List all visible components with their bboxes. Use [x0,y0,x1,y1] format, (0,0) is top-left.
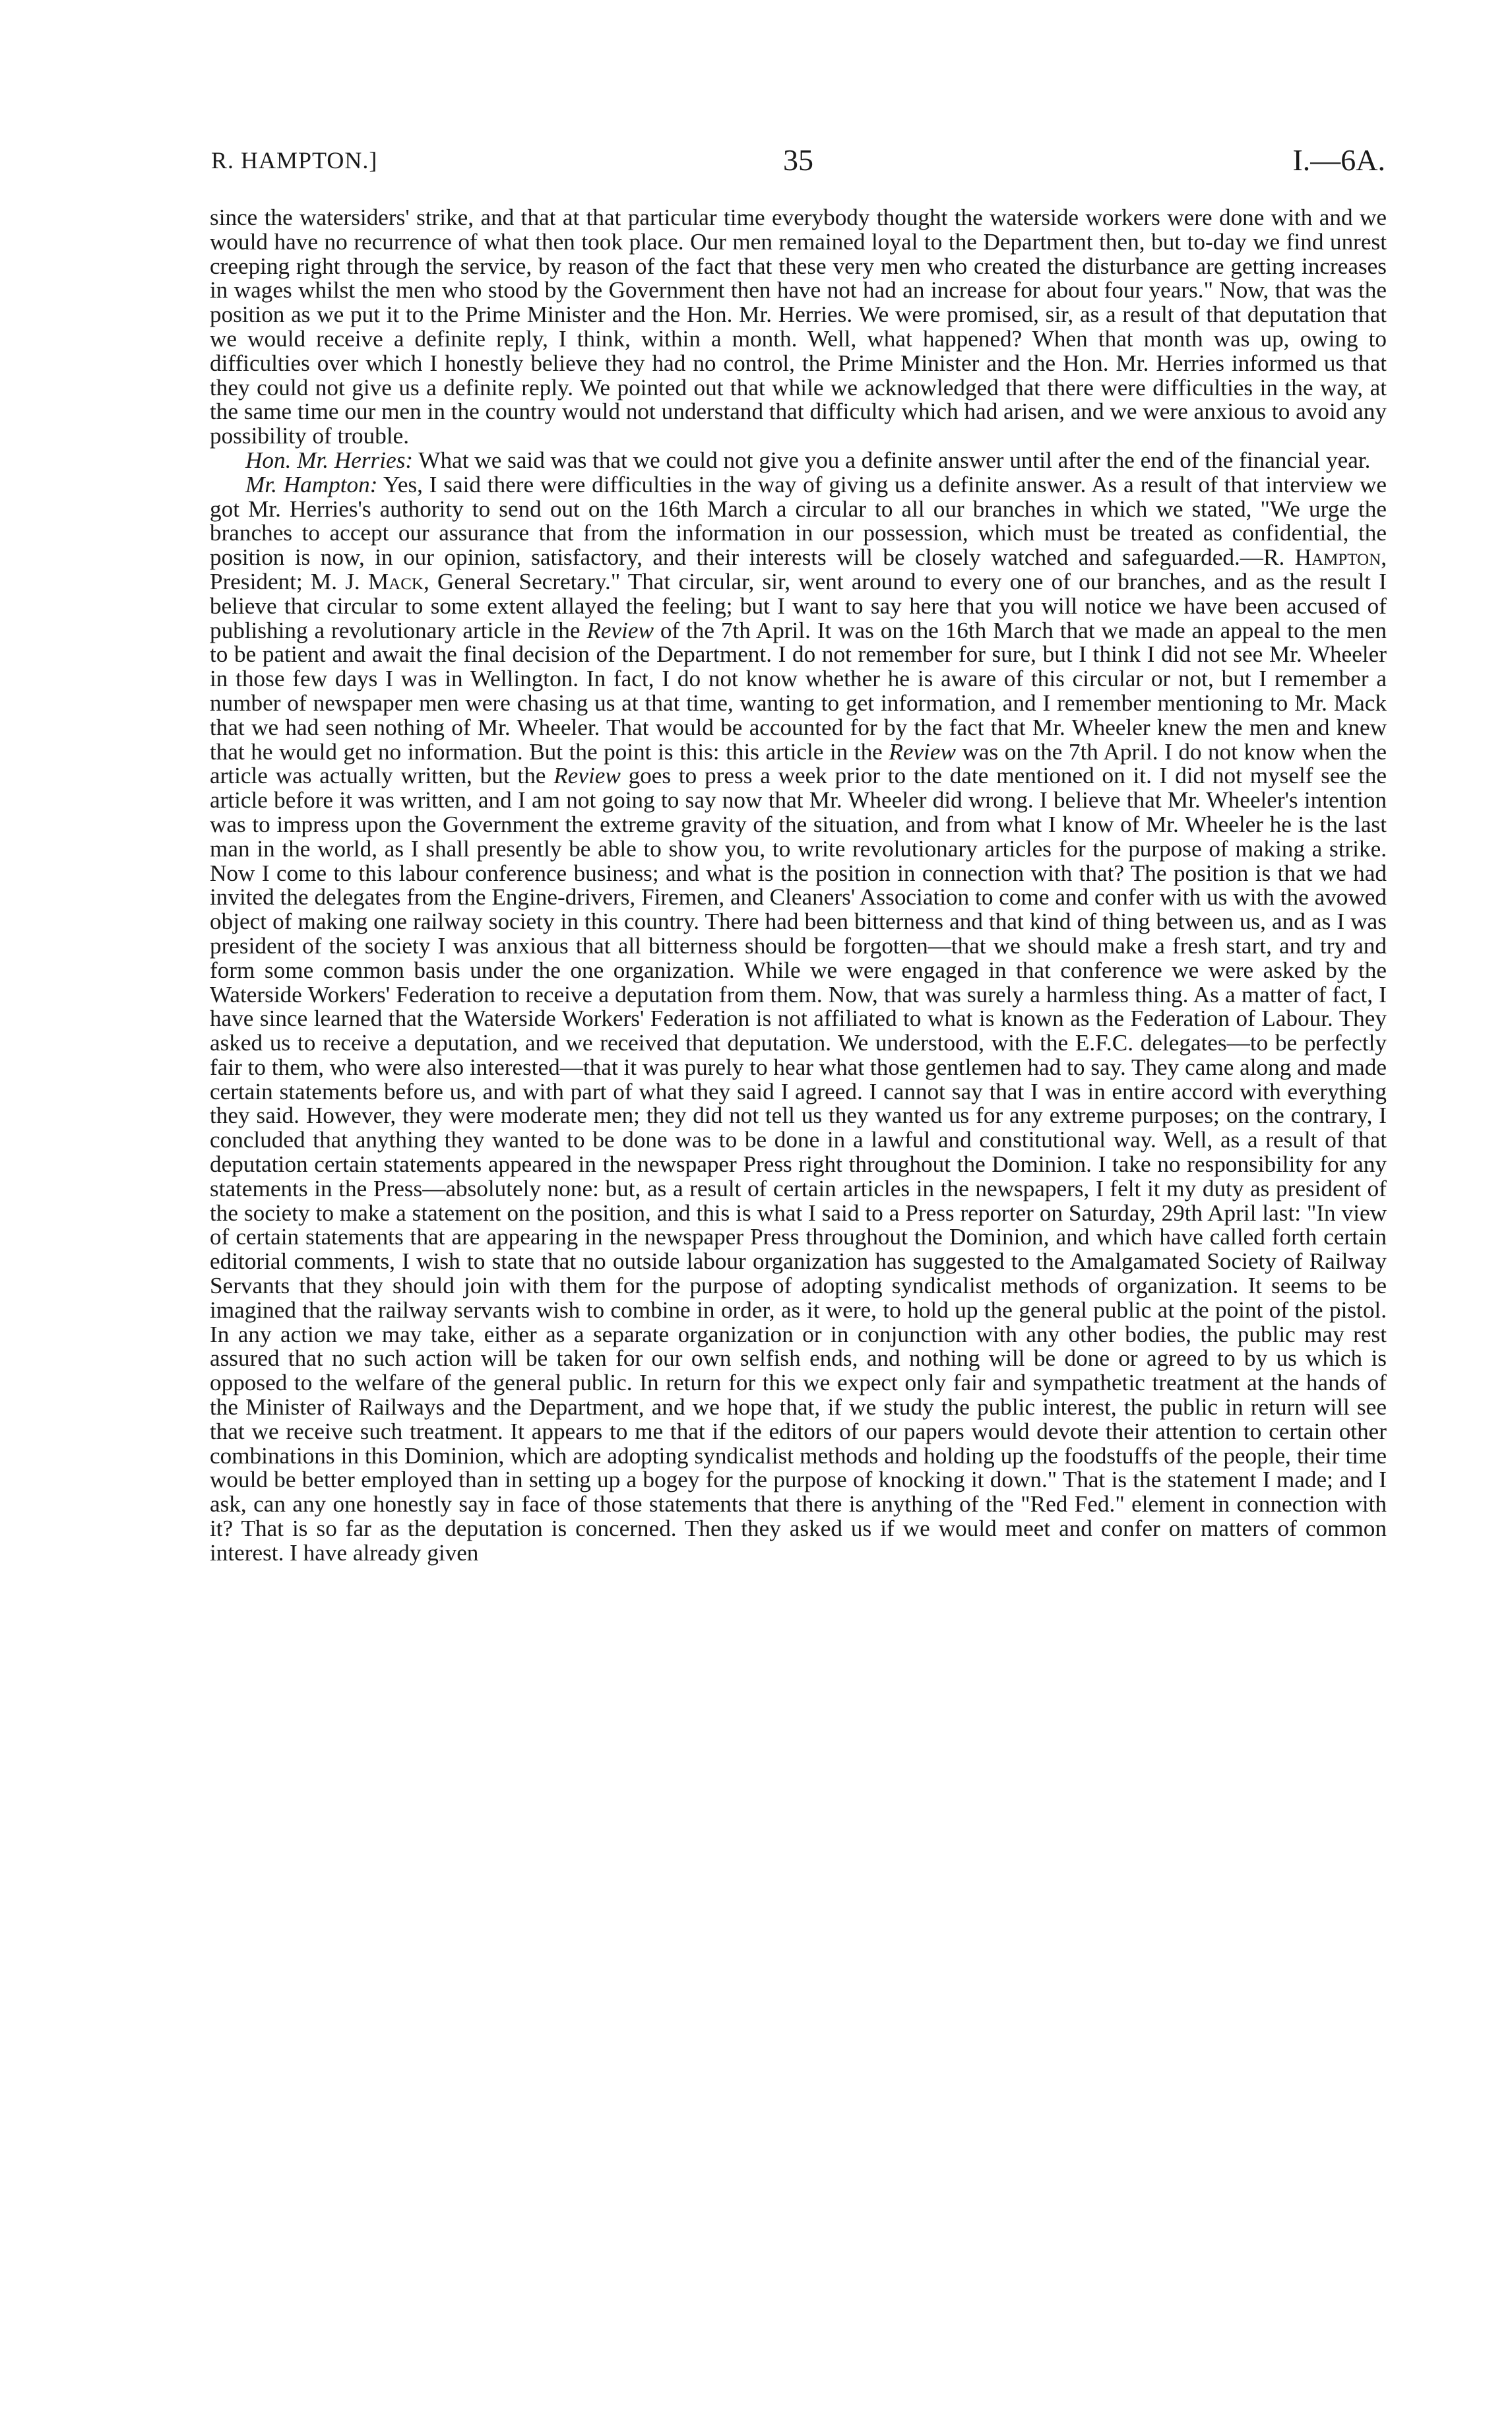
speaker-label: Mr. Hampton: [245,471,378,497]
body-text [210,206,1387,1566]
publication-title: Review [586,617,654,643]
paragraph-text: since the watersiders' strike, and that at that particular time everybody thought the waterside workers were done with and we would have no recurrence of what then took place. Our men remained loyal to the Department then, but to-day we find unrest creeping right through the service, by reason of the fact that these very men who created the disturbance are getting increases in wages whilst the men who stood by the Government then have not had an increase for about four years." Now, that was the position as we put it to the Prime Minister and the Hon. Mr. Herries. We were promised, sir, as a result of that deputation that we would receive a definite reply, I think, within a month. Well, what happened? When that month was up, owing to difficulties over which I honestly believe they had no control, the Prime Minister and the Hon. Mr. Herries informed us that they could not give us a definite reply. We pointed out that while we acknowledged that there were difficulties in the way, at the same time our men in the country would not understand that difficulty which had arisen, and we were anxious to avoid any possibility of trouble. [210,205,1387,449]
publication-title: Review [889,738,956,765]
paragraph-text: was on the 7th April. I do not know when the article was actually written, but the [210,738,1387,789]
paragraph-hampton [210,473,1387,1566]
paragraph-herries [210,449,1387,473]
paragraph-text: What we said was that we could not give you a definite answer until after the end of the financial year. [418,447,1371,473]
paragraph-text: of the 7th April. It was on the 16th March that we made an appeal to the men to be patient and await the final decision of the Department. I do not remember for sure, but I think I did not see Mr. Wheeler in those few days I was in Wellington. In fact, I do not know whether he is aware of this circular or not, but I remember a number of newspaper men were chasing us at that time, wanting to get information, and I remember mentioning to Mr. Mack that we had seen nothing of Mr. Wheeler. That would be accounted for by the fact that Mr. Wheeler knew the men and knew that he would get no information. But the point is this: this article in the [210,617,1387,765]
page-number: 35 [783,143,813,177]
speaker-header: R. HAMPTON.] [211,147,378,174]
paragraph-text: goes to press a week prior to the date mentioned on it. I did not myself see the article before it was written, and I am not going to say now that Mr. Wheeler did wrong. I believe that Mr. Wheeler's intention was to impress upon the Government the extreme gravity of the situation, and from what I know of Mr. Wheeler he is the last man in the world, as I shall presently be able to show you, to write revolutionary articles for the purpose of making a strike. Now I come to this labour conference business; and what is the position in connection with that? The position is that we had invited the delegates from the Engine-drivers, Firemen, and Cleaners' Association to come and confer with us with the avowed object of making one railway society in this country. There had been bitterness and that kind of thing between us, and as I was president of the society I was anxious that all bitterness should be forgotten—that we should make a fresh start, and try and form some common basis under the one organization. While we were engaged in that conference we were asked by the Waterside Workers' Federation to receive a deputation from them. Now, that was surely a harmless thing. As a matter of fact, I have since learned that the Waterside Workers' Federation is not affiliated to what is known as the Federation of Labour. They asked us to receive a deputation, and we received that deputation. We understood, with the E.F.C. delegates—to be perfectly fair to them, who were also interested—that it was purely to hear what those gentlemen had to say. They came along and made certain statements before us, and with part of what they said I agreed. I cannot say that I was in entire accord with everything they said. However, they were moderate men; they did not tell us they wanted us for any extreme purposes; on the contrary, I concluded that anything they wanted to be done was to be done in a lawful and constitutional way. Well, as a result of that deputation certain statements appeared in the newspaper Press right throughout the Dominion. I take no responsibility for any statements in the Press—absolutely none: but, as a result of certain articles in the newspapers, I felt it my duty as president of the society to make a statement on the position, and this is what I said to a Press reporter on Saturday, 29th April last: "In view of certain statements that are appearing in the newspaper Press throughout the Dominion, and which have called forth certain editorial comments, I wish to state that no outside labour organization has suggested to the Amalgamated Society of Railway Servants that they should join with them for the purpose of adopting syndicalist methods of organization. It seems to be imagined that the railway servants wish to combine in order, as it were, to hold up the general public at the point of the pistol. In any action we may take, either as a separate organization or in conjunction with any other bodies, the public may rest assured that no such action will be taken for our own selfish ends, and nothing will be done or agreed to by us which is opposed to the welfare of the general public. In return for this we expect only fair and sympathetic treatment at the hands of the Minister of Railways and the Department, and we hope that, if we study the public interest, the public in return will see that we receive such treatment. It appears to me that if the editors of our papers would devote their attention to certain other combinations in this Dominion, which are adopting syndicalist methods and holding up the foodstuffs of the people, their time would be better employed than in setting up a bogey for the purpose of knocking it down." That is the statement I made; and I ask, can any one honestly say in face of those statements that there is anything of the "Red Fed." element in connection with it? That is so far as the deputation is concerned. Then they asked us if we would meet and confer on matters of common interest. I have already given [210,763,1387,1566]
paper-reference: I.—6A. [1292,143,1385,177]
running-header [211,143,1385,186]
speaker-label: Hon. Mr. Herries: [245,447,414,473]
publication-title: Review [553,763,621,789]
paragraph-continued [210,206,1387,449]
signatory-name: Mack [367,568,424,594]
paragraph-text: Yes, I said there were difficulties in the way of giving us a definite answer. As a result of that interview we got Mr. Herries's authority to send out on the 16th March a circular to all our branches in which we stated, "We urge the branches to accept our assurance that from the information in our possession, which must be treated as confidential, the position is now, in our opinion, satisfactory, and their interests will be closely watched and safeguarded.— [210,471,1387,571]
signatory-name: R. Hampton [1263,544,1381,571]
paragraph-text: , General Secretary." That circular, sir, went around to every one of our branches, and as the result I believe that circular to some extent allayed the feeling; but I want to say here that you will notice we have been accused of publishing a revolutionary article in the [210,568,1387,643]
paragraph-text: , President; M. J. [210,544,1387,594]
